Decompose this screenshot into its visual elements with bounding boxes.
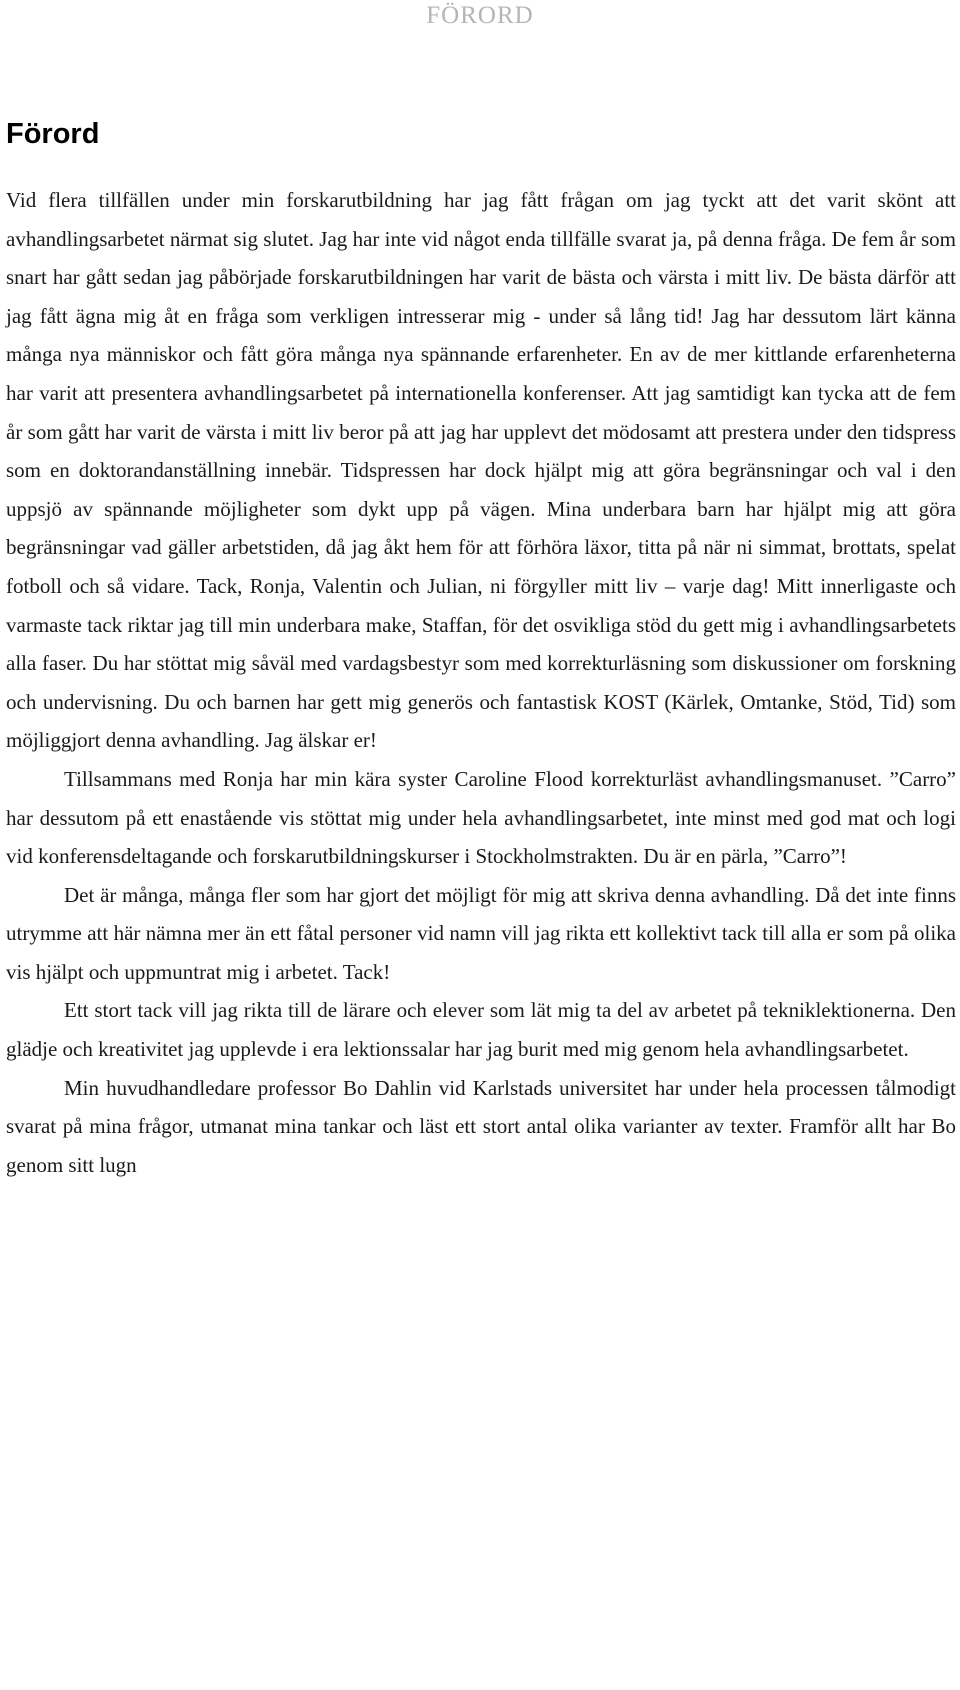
running-header: FÖRORD xyxy=(426,2,534,29)
paragraph-5: Min huvudhandledare professor Bo Dahlin vid Karlstads universitet har under hela processen tålmodigt svarat på mina frågor, utmanat mina tankar och läst ett stort antal olika varianter av texter. Framför allt har Bo genom sitt lugn xyxy=(6,1075,956,1177)
paragraph-3: Det är många, många fler som har gjort det möjligt för mig att skriva denna avhandling. Då det inte finns utrymme att här nämna mer än ett fåtal personer vid namn vill jag rikta ett kollektivt tack till alla er som på olika vis hjälpt och uppmuntrat mig i arbetet. Tack! xyxy=(6,882,956,984)
body-text xyxy=(6,181,956,1184)
page-title: Förord xyxy=(6,118,100,150)
paragraph-1: Vid flera tillfällen under min forskarutbildning har jag fått frågan om jag tyckt att det varit skönt att avhandlingsarbetet närmat sig slutet. Jag har inte vid något enda tillfälle svarat ja, på denna fråga. De fem år som snart har gått sedan jag påbörjade forskarutbildningen har varit de bästa och värsta i mitt liv. De bästa därför att jag fått ägna mig åt en fråga som verkligen intresserar mig - under så lång tid! Jag har dessutom lärt känna många nya människor och fått göra många nya spännande erfarenheter. En av de mer kittlande erfarenheterna har varit att presentera avhandlingsarbetet på internationella konferenser. Att jag samtidigt kan tycka att de fem år som gått har varit de värsta i mitt liv beror på att jag har upplevt det mödosamt att prestera under den tidspress som en doktorandanställning innebär. Tidspressen har dock hjälpt mig att göra begränsningar och val i den uppsjö av spännande möjligheter som dykt upp på vägen. Mina underbara barn har hjälpt mig att göra begränsningar vad gäller arbetstiden, då jag åkt hem för att förhöra läxor, titta på när ni simmat, brottats, spelat fotboll och så vidare. Tack, Ronja, Valentin och Julian, ni förgyller mitt liv – varje dag! Mitt innerligaste och varmaste tack riktar jag till min underbara make, Staffan, för det osvikliga stöd du gett mig i avhandlingsarbetets alla faser. Du har stöttat mig såväl med vardagsbestyr som med korrekturläsning som diskussioner om forskning och undervisning. Du och barnen har gett mig generös och fantastisk KOST (Kärlek, Omtanke, Stöd, Tid) som möjliggjort denna avhandling. Jag älskar er! xyxy=(6,188,956,753)
paragraph-2: Tillsammans med Ronja har min kära syster Caroline Flood korrekturläst avhandlingsmanuset. ”Carro” har dessutom på ett enastående vis stöttat mig under hela avhandlingsarbetet, inte minst med god mat och logi vid konferensdeltagande och forskarutbildningskurser i Stockholmstrakten. Du är en pärla, ”Carro”! xyxy=(6,766,956,869)
paragraph-4: Ett stort tack vill jag rikta till de lärare och elever som lät mig ta del av arbetet på tekniklektionerna. Den glädje och kreativitet jag upplevde i era lektionssalar har jag burit med mig genom hela avhandlingsarbetet. xyxy=(6,998,956,1062)
